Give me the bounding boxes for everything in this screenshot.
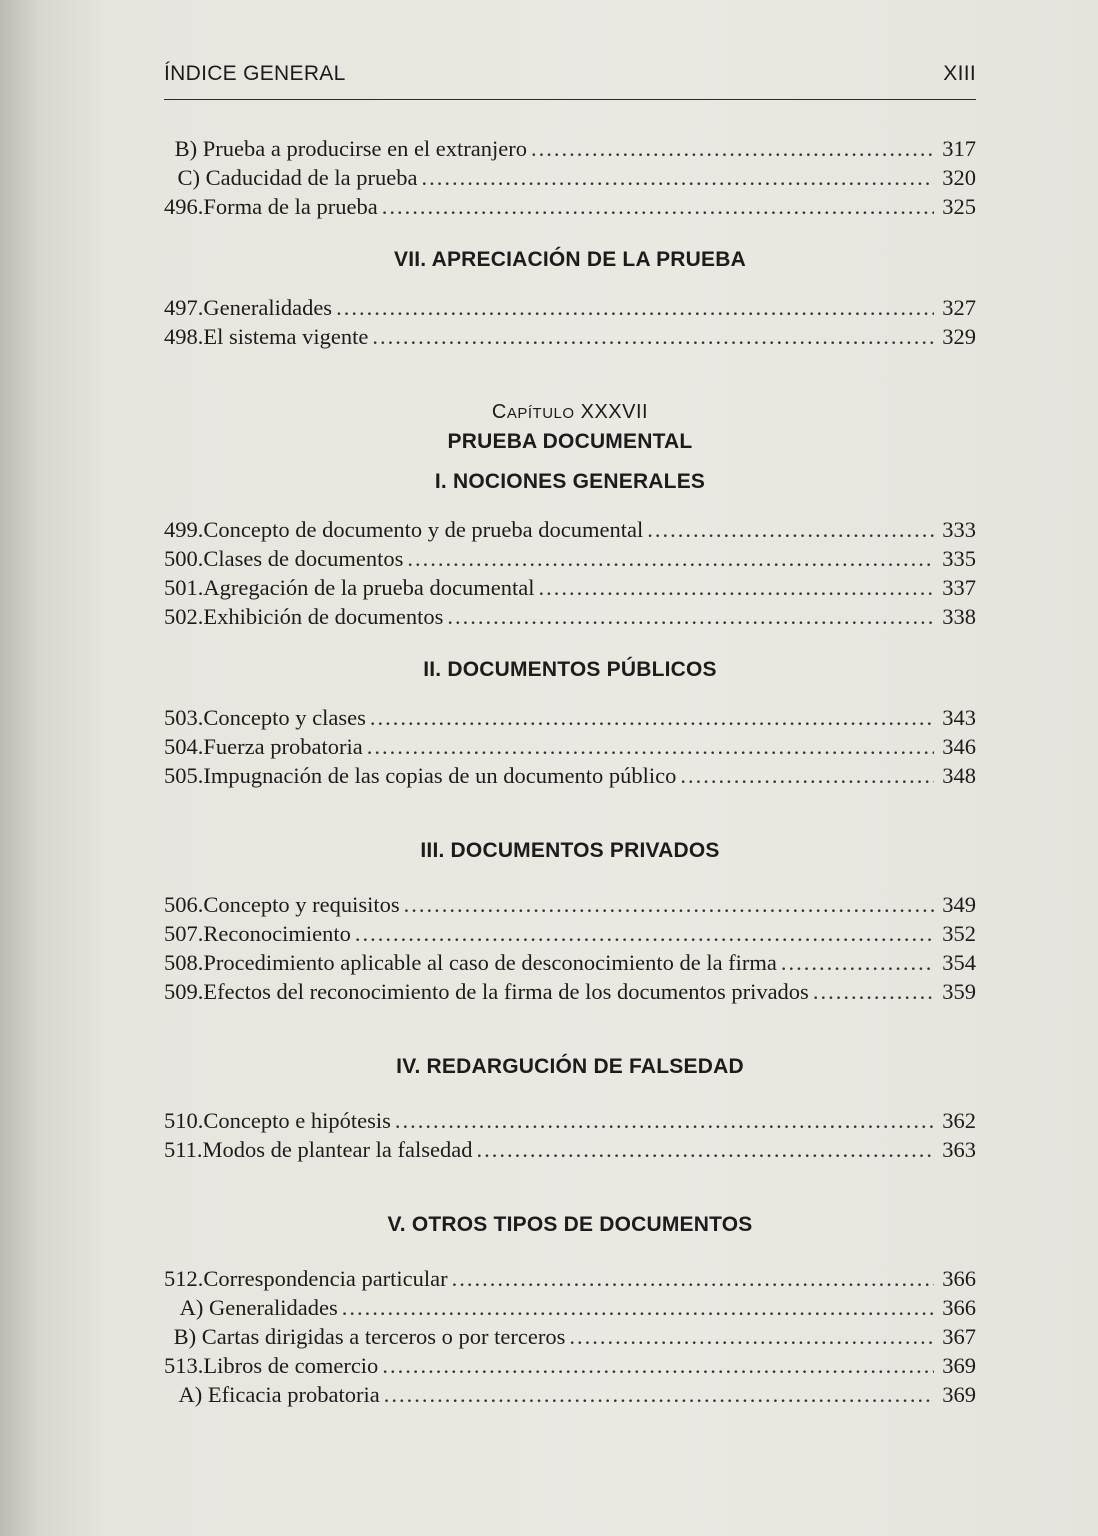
entry-text: Correspondencia particular	[203, 1266, 448, 1291]
section-heading-i: I. NOCIONES GENERALES	[434, 470, 706, 493]
dot-leader	[336, 293, 934, 322]
entry-text: Concepto y requisitos	[203, 892, 400, 917]
entry-page: 329	[942, 324, 976, 349]
chapter-label-rest: APÍTULO	[506, 405, 575, 422]
toc-entry	[164, 761, 976, 790]
chapter-title: PRUEBA DOCUMENTAL	[447, 430, 693, 453]
entry-text: Exhibición de documentos	[203, 604, 444, 629]
entry-page: 349	[942, 892, 976, 917]
entry-page: 337	[942, 575, 976, 600]
dot-leader	[531, 134, 934, 163]
toc-entry	[164, 977, 976, 1006]
entry-page: 333	[942, 517, 976, 542]
dot-leader	[569, 1322, 934, 1351]
header-rule	[164, 99, 976, 100]
entry-page: 338	[942, 604, 976, 629]
toc-entry	[164, 322, 976, 351]
toc-block-2	[164, 293, 976, 351]
toc-entry	[164, 192, 976, 221]
entry-number: 502.	[164, 604, 204, 629]
dot-leader	[372, 322, 934, 351]
toc-entry	[164, 890, 976, 919]
entry-page: 369	[942, 1382, 976, 1407]
entry-text: Efectos del reconocimiento de la firma de los documentos privados	[203, 979, 809, 1004]
running-header	[164, 62, 976, 86]
entry-number: 512.	[164, 1266, 204, 1291]
toc-block-1	[164, 134, 976, 221]
chapter-label-initial: C	[491, 401, 507, 423]
entry-text: Agregación de la prueba documental	[203, 575, 535, 600]
toc-entry	[164, 1293, 976, 1322]
entry-text: El sistema vigente	[203, 324, 369, 349]
entry-text: Concepto de documento y de prueba documental	[203, 517, 644, 542]
section-heading-vii: VII. APRECIACIÓN DE LA PRUEBA	[394, 248, 746, 271]
running-header-title: ÍNDICE GENERAL	[164, 62, 346, 85]
entry-number: 505.	[164, 763, 204, 788]
entry-page: 317	[942, 136, 976, 161]
entry-text: Impugnación de las copias de un documento público	[203, 763, 677, 788]
entry-text: C) Caducidad de la prueba	[177, 165, 418, 190]
entry-page: 325	[942, 194, 976, 219]
entry-number: 510.	[164, 1108, 204, 1133]
entry-number: 513.	[164, 1353, 204, 1378]
dot-leader	[680, 761, 934, 790]
entry-page: 346	[942, 734, 976, 759]
entry-text: Forma de la prueba	[203, 194, 378, 219]
entry-page: 369	[942, 1353, 976, 1378]
dot-leader	[342, 1293, 934, 1322]
dot-leader	[452, 1264, 934, 1293]
dot-leader	[370, 703, 934, 732]
toc-entry	[164, 1135, 976, 1164]
entry-number: 504.	[164, 734, 204, 759]
running-header-page-number: XIII	[943, 62, 976, 85]
entry-number: 508.	[164, 950, 204, 975]
toc-entry	[164, 602, 976, 631]
dot-leader	[407, 544, 934, 573]
entry-number: 509.	[164, 979, 204, 1004]
entry-text: Generalidades	[203, 295, 333, 320]
toc-entry	[164, 544, 976, 573]
entry-number: 507.	[164, 921, 204, 946]
toc-block-3	[164, 515, 976, 631]
entry-number: 499.	[164, 517, 204, 542]
entry-page: 352	[942, 921, 976, 946]
toc-block-6	[164, 1106, 976, 1164]
entry-page: 354	[942, 950, 976, 975]
toc-entry	[164, 163, 976, 192]
dot-leader	[813, 977, 934, 1006]
dot-leader	[382, 1351, 934, 1380]
toc-entry	[164, 573, 976, 602]
entry-text: Procedimiento aplicable al caso de desconocimiento de la firma	[203, 950, 777, 975]
entry-number: 498.	[164, 324, 204, 349]
dot-leader	[476, 1135, 934, 1164]
entry-page: 362	[942, 1108, 976, 1133]
section-heading-ii: II. DOCUMENTOS PÚBLICOS	[423, 658, 717, 681]
toc-block-5	[164, 890, 976, 1006]
toc-entry	[164, 515, 976, 544]
entry-page: 363	[942, 1137, 976, 1162]
toc-entry	[164, 1106, 976, 1135]
toc-entry	[164, 1264, 976, 1293]
dot-leader	[382, 192, 934, 221]
dot-leader	[404, 890, 934, 919]
toc-block-4	[164, 703, 976, 790]
entry-page: 348	[942, 763, 976, 788]
entry-number: 506.	[164, 892, 204, 917]
entry-number: 511.	[164, 1137, 203, 1162]
toc-entry	[164, 1322, 976, 1351]
entry-text: Reconocimiento	[203, 921, 351, 946]
entry-page: 366	[942, 1295, 976, 1320]
table-of-contents	[164, 134, 976, 1409]
entry-page: 367	[942, 1324, 976, 1349]
entry-text: Concepto e hipótesis	[203, 1108, 391, 1133]
dot-leader	[355, 919, 934, 948]
dot-leader	[421, 163, 934, 192]
entry-text: B) Prueba a producirse en el extranjero	[174, 136, 528, 161]
entry-number: 501.	[164, 575, 204, 600]
entry-text: A) Generalidades	[179, 1295, 338, 1320]
dot-leader	[781, 948, 934, 977]
entry-text: A) Eficacia probatoria	[178, 1382, 380, 1407]
toc-entry	[164, 293, 976, 322]
chapter-label	[164, 397, 976, 427]
section-heading-v: V. OTROS TIPOS DE DOCUMENTOS	[387, 1213, 753, 1236]
dot-leader	[395, 1106, 934, 1135]
entry-page: 343	[942, 705, 976, 730]
toc-entry	[164, 732, 976, 761]
entry-page: 327	[942, 295, 976, 320]
dot-leader	[367, 732, 934, 761]
toc-entry	[164, 1351, 976, 1380]
entry-text: Libros de comercio	[203, 1353, 379, 1378]
entry-page: 366	[942, 1266, 976, 1291]
toc-entry	[164, 919, 976, 948]
toc-entry	[164, 948, 976, 977]
entry-number: 496.	[164, 194, 204, 219]
entry-text: B) Cartas dirigidas a terceros o por terceros	[173, 1324, 566, 1349]
entry-text: Fuerza probatoria	[203, 734, 363, 759]
entry-number: 503.	[164, 705, 204, 730]
entry-number: 497.	[164, 295, 204, 320]
section-heading-iv: IV. REDARGUCIÓN DE FALSEDAD	[396, 1055, 744, 1078]
entry-number: 500.	[164, 546, 204, 571]
entry-text: Clases de documentos	[203, 546, 404, 571]
entry-text: Modos de plantear la falsedad	[202, 1137, 473, 1162]
dot-leader	[447, 602, 934, 631]
chapter-number: XXXVII	[580, 401, 649, 423]
toc-entry	[164, 134, 976, 163]
toc-entry	[164, 1380, 976, 1409]
entry-page: 320	[942, 165, 976, 190]
entry-page: 335	[942, 546, 976, 571]
dot-leader	[384, 1380, 934, 1409]
section-heading-iii: III. DOCUMENTOS PRIVADOS	[420, 839, 720, 862]
toc-block-7	[164, 1264, 976, 1409]
dot-leader	[538, 573, 934, 602]
entry-text: Concepto y clases	[203, 705, 366, 730]
toc-entry	[164, 703, 976, 732]
dot-leader	[647, 515, 934, 544]
entry-page: 359	[942, 979, 976, 1004]
